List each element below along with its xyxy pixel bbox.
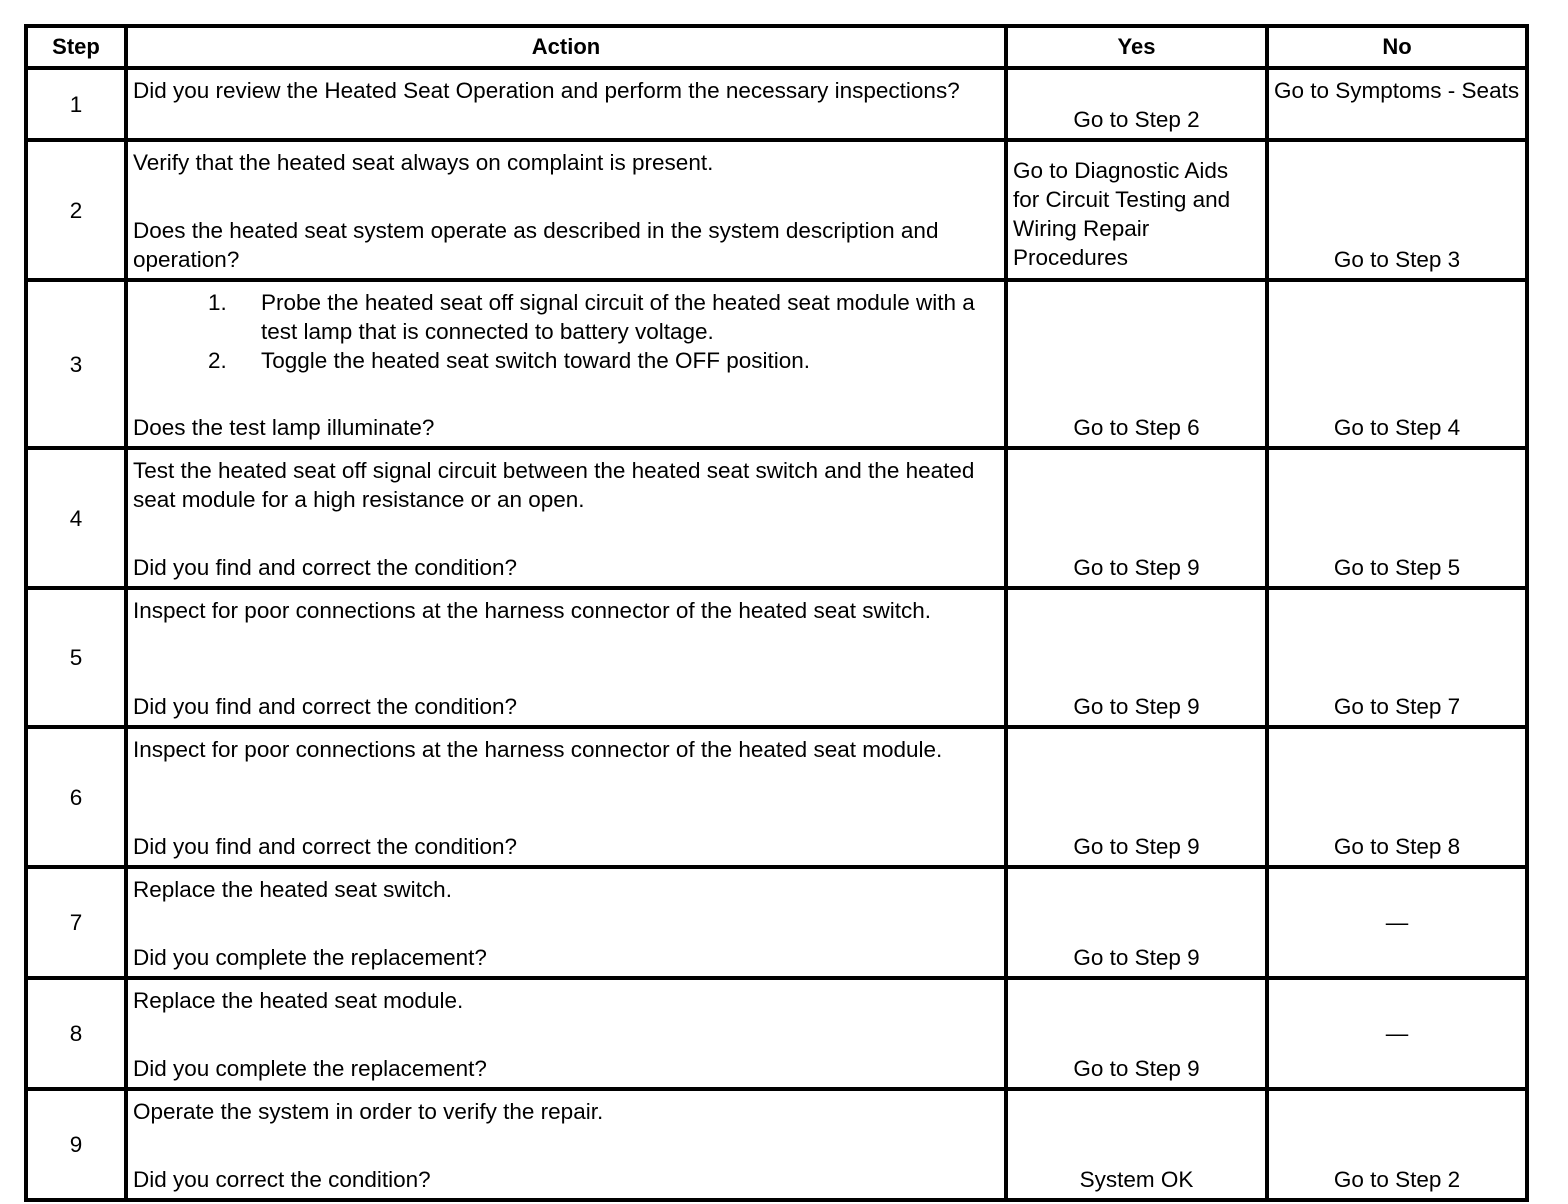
action-question: Did you complete the replacement? bbox=[133, 945, 487, 970]
action-cell bbox=[126, 280, 1006, 448]
yes-cell: Go to Step 6 bbox=[1006, 280, 1267, 448]
step-number: 5 bbox=[26, 588, 126, 727]
substep-item: 2. Toggle the heated seat switch toward the OFF position. bbox=[233, 346, 999, 375]
action-question: Did you find and correct the condition? bbox=[133, 834, 517, 859]
step-number: 6 bbox=[26, 727, 126, 867]
action-question: Did you find and correct the condition? bbox=[133, 694, 517, 719]
step-number: 8 bbox=[26, 978, 126, 1089]
action-cell bbox=[126, 448, 1006, 588]
no-cell: Go to Step 4 bbox=[1267, 280, 1527, 448]
table-row bbox=[26, 978, 1527, 1089]
action-cell bbox=[126, 68, 1006, 140]
yes-cell: Go to Step 9 bbox=[1006, 867, 1267, 978]
step-number: 9 bbox=[26, 1089, 126, 1200]
header-row bbox=[26, 26, 1527, 68]
yes-cell: Go to Step 9 bbox=[1006, 978, 1267, 1089]
yes-cell: Go to Diagnostic Aids for Circuit Testing and Wiring Repair Procedures bbox=[1006, 140, 1267, 280]
substep-list bbox=[133, 288, 999, 375]
no-cell: Go to Step 8 bbox=[1267, 727, 1527, 867]
header-yes: Yes bbox=[1006, 26, 1267, 68]
step-number: 7 bbox=[26, 867, 126, 978]
action-text: Did you review the Heated Seat Operation and perform the necessary inspections? bbox=[133, 78, 960, 103]
table-row bbox=[26, 140, 1527, 280]
action-cell bbox=[126, 140, 1006, 280]
header-step: Step bbox=[26, 26, 126, 68]
no-cell: Go to Step 7 bbox=[1267, 588, 1527, 727]
action-cell bbox=[126, 978, 1006, 1089]
action-question: Did you correct the condition? bbox=[133, 1167, 431, 1192]
step-number: 1 bbox=[26, 68, 126, 140]
table-row bbox=[26, 280, 1527, 448]
header-action: Action bbox=[126, 26, 1006, 68]
action-question: Does the test lamp illuminate? bbox=[133, 415, 435, 440]
step-number: 4 bbox=[26, 448, 126, 588]
action-cell bbox=[126, 867, 1006, 978]
no-cell: — bbox=[1267, 867, 1527, 978]
table-row bbox=[26, 867, 1527, 978]
table-row bbox=[26, 448, 1527, 588]
action-text: Inspect for poor connections at the harness connector of the heated seat module. bbox=[133, 737, 943, 762]
action-text: Replace the heated seat module. bbox=[133, 988, 464, 1013]
no-cell: Go to Symptoms - Seats bbox=[1267, 68, 1527, 140]
step-number: 3 bbox=[26, 280, 126, 448]
substep-item: 1. Probe the heated seat off signal circuit of the heated seat module with a test lamp that is connected to battery voltage. bbox=[233, 288, 999, 346]
diagnostic-table bbox=[24, 24, 1529, 1202]
action-cell bbox=[126, 727, 1006, 867]
yes-cell: Go to Step 9 bbox=[1006, 448, 1267, 588]
action-text: Test the heated seat off signal circuit between the heated seat switch and the heated seat module for a high resistance or an open. bbox=[133, 458, 975, 512]
yes-cell: Go to Step 2 bbox=[1006, 68, 1267, 140]
table-row bbox=[26, 588, 1527, 727]
action-question: Did you complete the replacement? bbox=[133, 1056, 487, 1081]
action-cell bbox=[126, 1089, 1006, 1200]
no-cell: Go to Step 5 bbox=[1267, 448, 1527, 588]
table-row bbox=[26, 68, 1527, 140]
no-cell: Go to Step 3 bbox=[1267, 140, 1527, 280]
table-row bbox=[26, 727, 1527, 867]
table-row bbox=[26, 1089, 1527, 1200]
header-no: No bbox=[1267, 26, 1527, 68]
action-question: Did you find and correct the condition? bbox=[133, 555, 517, 580]
no-cell: Go to Step 2 bbox=[1267, 1089, 1527, 1200]
step-number: 2 bbox=[26, 140, 126, 280]
yes-cell: Go to Step 9 bbox=[1006, 588, 1267, 727]
action-text: Operate the system in order to verify the repair. bbox=[133, 1099, 604, 1124]
action-text: Inspect for poor connections at the harness connector of the heated seat switch. bbox=[133, 598, 931, 623]
yes-cell: System OK bbox=[1006, 1089, 1267, 1200]
action-cell bbox=[126, 588, 1006, 727]
yes-cell: Go to Step 9 bbox=[1006, 727, 1267, 867]
action-text: Verify that the heated seat always on complaint is present. bbox=[133, 150, 714, 175]
no-cell: — bbox=[1267, 978, 1527, 1089]
action-question: Does the heated seat system operate as described in the system description and operation? bbox=[133, 218, 939, 272]
action-text: Replace the heated seat switch. bbox=[133, 877, 452, 902]
